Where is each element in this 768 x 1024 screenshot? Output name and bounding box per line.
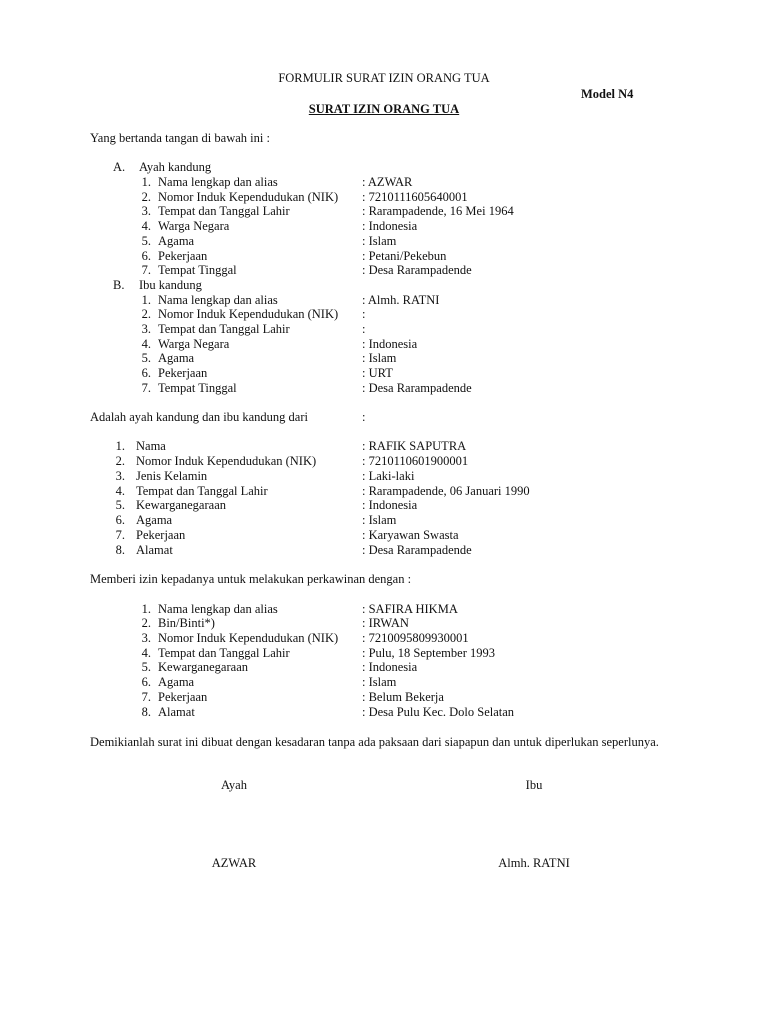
mother-row	[0, 307, 768, 322]
child-row	[0, 469, 768, 484]
row-number: 6.	[141, 249, 151, 263]
father-row	[0, 190, 768, 205]
spouse-row	[0, 675, 768, 690]
spouse-row	[0, 602, 768, 617]
row-number: 7.	[115, 528, 125, 542]
row-label: Nama lengkap dan alias	[158, 602, 278, 616]
row-value: : IRWAN	[362, 616, 409, 630]
row-value: :	[362, 322, 366, 336]
row-value: : Islam	[362, 234, 397, 248]
row-number: 1.	[141, 293, 151, 307]
row-label: Nomor Induk Kependudukan (NIK)	[158, 631, 339, 645]
child-intro-text: Adalah ayah kandung dan ibu kandung dari	[90, 410, 308, 424]
row-value: : Desa Rarampadende	[362, 263, 472, 277]
row-label: Agama	[136, 513, 173, 527]
row-label: Nama lengkap dan alias	[158, 175, 278, 189]
row-number: 8.	[141, 705, 151, 719]
row-value: : AZWAR	[362, 175, 413, 189]
row-label: Nomor Induk Kependudukan (NIK)	[158, 307, 339, 321]
row-value: : Indonesia	[362, 219, 418, 233]
row-label: Alamat	[158, 705, 195, 719]
row-value: : Petani/Pekebun	[362, 249, 447, 263]
row-label: Agama	[158, 675, 195, 689]
row-label: Tempat Tinggal	[158, 263, 237, 277]
row-value: : Indonesia	[362, 660, 418, 674]
mother-signature-name: Almh. RATNI	[498, 856, 570, 870]
father-signature-role: Ayah	[221, 778, 247, 792]
row-number: 2.	[115, 454, 125, 468]
child-row	[0, 484, 768, 499]
mother-row	[0, 337, 768, 352]
row-number: 2.	[141, 307, 151, 321]
row-value: : SAFIRA HIKMA	[362, 602, 458, 616]
row-number: 7.	[141, 690, 151, 704]
row-number: 2.	[141, 190, 151, 204]
row-number: 4.	[115, 484, 125, 498]
row-label: Bin/Binti*)	[158, 616, 215, 630]
child-row	[0, 454, 768, 469]
father-row	[0, 263, 768, 278]
row-label: Pekerjaan	[136, 528, 186, 542]
row-label: Tempat Tinggal	[158, 381, 237, 395]
row-value: : Rarampadende, 16 Mei 1964	[362, 204, 514, 218]
row-label: Agama	[158, 351, 195, 365]
mother-signature-role: Ibu	[525, 778, 543, 792]
row-label: Tempat dan Tanggal Lahir	[158, 322, 290, 336]
child-row	[0, 543, 768, 558]
row-value: : URT	[362, 366, 393, 380]
mother-row	[0, 351, 768, 366]
row-number: 5.	[141, 351, 151, 365]
father-row	[0, 175, 768, 190]
intro-text: Yang bertanda tangan di bawah ini :	[90, 131, 270, 145]
child-row	[0, 528, 768, 543]
father-row	[0, 204, 768, 219]
spouse-row	[0, 705, 768, 720]
row-label: Pekerjaan	[158, 690, 208, 704]
father-row	[0, 219, 768, 234]
section-a-heading: Ayah kandung	[139, 160, 212, 174]
row-label: Jenis Kelamin	[136, 469, 208, 483]
row-value: : Belum Bekerja	[362, 690, 444, 704]
section-b-letter: B.	[113, 278, 125, 292]
row-value: : Karyawan Swasta	[362, 528, 459, 542]
row-value: : Laki-laki	[362, 469, 415, 483]
child-row	[0, 439, 768, 454]
row-label: Tempat dan Tanggal Lahir	[158, 646, 290, 660]
row-number: 3.	[141, 204, 151, 218]
row-number: 1.	[141, 175, 151, 189]
row-number: 4.	[141, 337, 151, 351]
row-label: Warga Negara	[158, 219, 230, 233]
mother-row	[0, 293, 768, 308]
row-number: 6.	[141, 675, 151, 689]
row-number: 7.	[141, 263, 151, 277]
row-number: 6.	[115, 513, 125, 527]
row-value: : Desa Rarampadende	[362, 381, 472, 395]
mother-row	[0, 322, 768, 337]
row-value: : Islam	[362, 513, 397, 527]
mother-row	[0, 381, 768, 396]
row-number: 4.	[141, 219, 151, 233]
row-label: Tempat dan Tanggal Lahir	[158, 204, 290, 218]
spouse-row	[0, 616, 768, 631]
row-value: : Rarampadende, 06 Januari 1990	[362, 484, 530, 498]
row-label: Agama	[158, 234, 195, 248]
form-title: FORMULIR SURAT IZIN ORANG TUA	[278, 71, 490, 85]
row-label: Nomor Induk Kependudukan (NIK)	[158, 190, 339, 204]
row-number: 1.	[141, 602, 151, 616]
section-a-letter: A.	[113, 160, 126, 174]
row-number: 5.	[141, 660, 151, 674]
letter-title: SURAT IZIN ORANG TUA	[308, 102, 460, 116]
row-label: Warga Negara	[158, 337, 230, 351]
row-number: 8.	[115, 543, 125, 557]
row-value: : 7210111605640001	[362, 190, 468, 204]
row-number: 1.	[115, 439, 125, 453]
row-value: : Indonesia	[362, 337, 418, 351]
row-label: Kewarganegaraan	[136, 498, 226, 512]
row-value: : Desa Pulu Kec. Dolo Selatan	[362, 705, 515, 719]
model-label: Model N4	[581, 87, 634, 101]
row-number: 3.	[141, 631, 151, 645]
row-value: : Indonesia	[362, 498, 418, 512]
row-number: 3.	[115, 469, 125, 483]
row-label: Kewarganegaraan	[158, 660, 248, 674]
row-value: : Desa Rarampadende	[362, 543, 472, 557]
row-value: : 7210095809930001	[362, 631, 469, 645]
row-number: 5.	[141, 234, 151, 248]
spouse-row	[0, 690, 768, 705]
row-label: Nama lengkap dan alias	[158, 293, 278, 307]
row-number: 6.	[141, 366, 151, 380]
row-number: 2.	[141, 616, 151, 630]
row-label: Nama	[136, 439, 166, 453]
father-signature-name: AZWAR	[211, 856, 257, 870]
child-row	[0, 513, 768, 528]
row-value: : Pulu, 18 September 1993	[362, 646, 495, 660]
row-value: : Almh. RATNI	[362, 293, 440, 307]
permission-intro-text: Memberi izin kepadanya untuk melakukan perkawinan dengan :	[90, 572, 412, 586]
closing-paragraph: Demikianlah surat ini dibuat dengan kesadaran tanpa ada paksaan dari siapapun dan untuk diperlukan seperlunya.	[90, 735, 659, 749]
spouse-row	[0, 631, 768, 646]
child-row	[0, 498, 768, 513]
row-value: : RAFIK SAPUTRA	[362, 439, 467, 453]
row-value: : 7210110601900001	[362, 454, 469, 468]
row-label: Nomor Induk Kependudukan (NIK)	[136, 454, 317, 468]
spouse-row	[0, 660, 768, 675]
row-value: : Islam	[362, 351, 397, 365]
row-label: Pekerjaan	[158, 249, 208, 263]
child-intro-colon: :	[362, 410, 366, 424]
father-row	[0, 234, 768, 249]
row-label: Pekerjaan	[158, 366, 208, 380]
row-value: :	[362, 307, 366, 321]
row-value: : Islam	[362, 675, 397, 689]
mother-row	[0, 366, 768, 381]
row-number: 5.	[115, 498, 125, 512]
spouse-row	[0, 646, 768, 661]
row-number: 4.	[141, 646, 151, 660]
row-label: Alamat	[136, 543, 173, 557]
row-label: Tempat dan Tanggal Lahir	[136, 484, 268, 498]
row-number: 7.	[141, 381, 151, 395]
father-row	[0, 249, 768, 264]
row-number: 3.	[141, 322, 151, 336]
section-b-heading: Ibu kandung	[139, 278, 202, 292]
